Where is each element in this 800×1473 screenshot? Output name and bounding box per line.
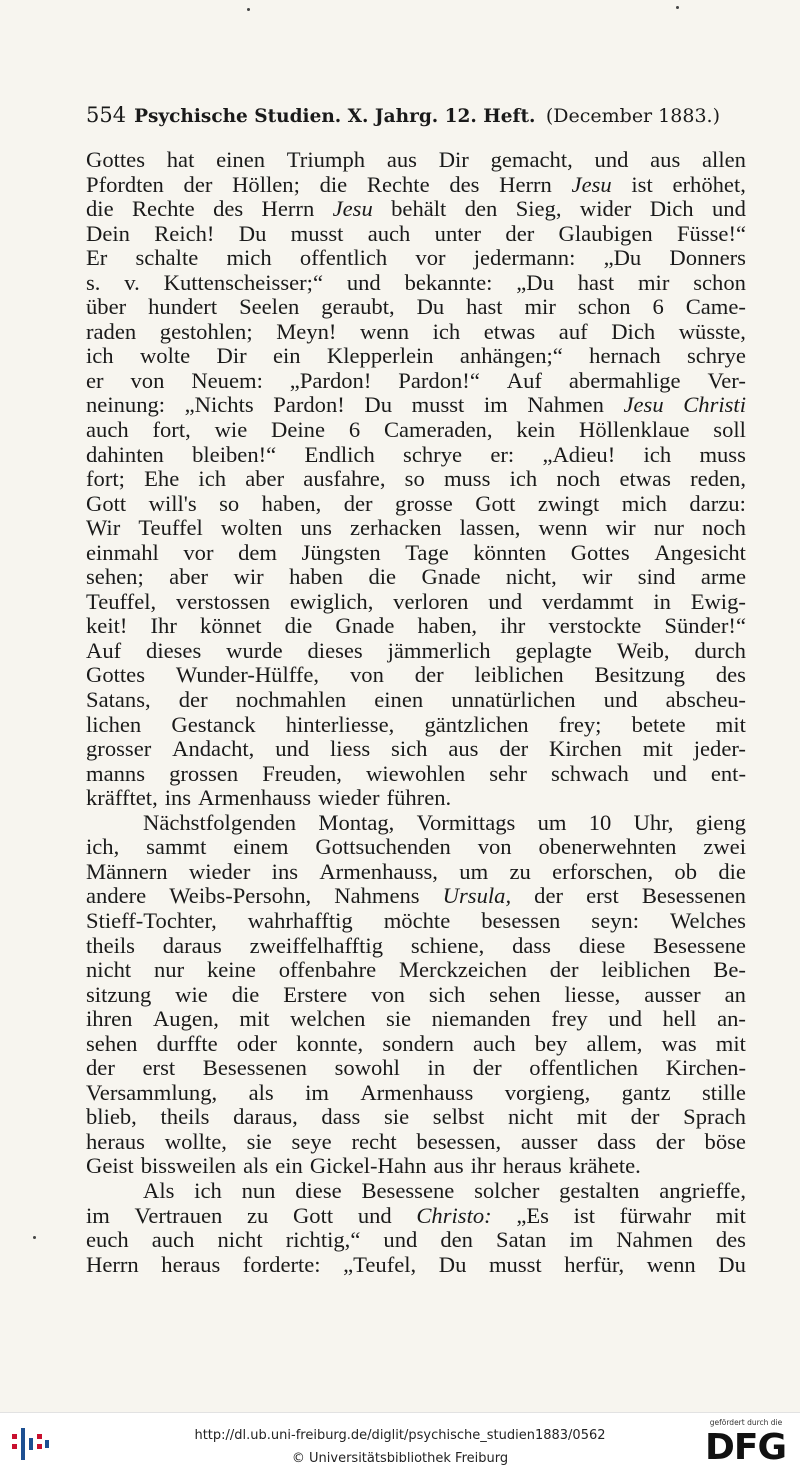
text-line: sehen durffte oder konnte, sondern auch bey allem, was mit bbox=[86, 1030, 746, 1056]
text-line: neinung: „Nichts Pardon! Du musst im Nahmen Jesu Christi bbox=[86, 392, 746, 418]
text-line: andere Weibs-Persohn, Nahmens Ursula, der erst Besessenen bbox=[86, 883, 746, 909]
text-line: auch fort, wie Deine 6 Cameraden, kein Höllenklaue soll bbox=[86, 417, 746, 443]
text-line: s. v. Kuttenscheisser;“ und bekannte: „Du hast mir schon bbox=[86, 269, 746, 295]
issue-date: (December 1883.) bbox=[545, 105, 720, 127]
text-line: Gottes hat einen Triumph aus Dir gemacht, und aus allen bbox=[86, 147, 746, 172]
scan-speck bbox=[247, 8, 250, 11]
text-line: kräfftet, ins Armenhauss wieder führen. bbox=[86, 785, 452, 811]
text-line: sehen; aber wir haben die Gnade nicht, wir sind arme bbox=[86, 564, 746, 590]
permalink-url[interactable]: http://dl.ub.uni-freiburg.de/diglit/psychische_studien1883/0562 bbox=[194, 1428, 606, 1443]
text-line: grosser Andacht, und liess sich aus der Kirchen mit jeder- bbox=[86, 736, 746, 762]
text-line: theils daraus zweiffelhafftig schiene, dass diese Besessene bbox=[86, 932, 746, 958]
text-line: ich, sammt einem Gottsuchenden von obenerwehnten zwei bbox=[86, 834, 746, 860]
text-line: Geist bissweilen als ein Gickel-Hahn aus ihr heraus krähete. bbox=[86, 1153, 641, 1179]
body-text bbox=[86, 148, 746, 1277]
dfg-caption: gefördert durch die bbox=[709, 1418, 783, 1427]
text-line: im Vertrauen zu Gott und Christo: „Es ist fürwahr mit bbox=[86, 1202, 746, 1228]
text-line: Männern wieder ins Armenhauss, um zu erforschen, ob die bbox=[86, 858, 746, 884]
text-line: Herrn heraus forderte: „Teufel, Du musst herfür, wenn Du bbox=[86, 1251, 746, 1277]
text-line: blieb, theils daraus, dass sie selbst nicht mit der Sprach bbox=[86, 1104, 746, 1130]
scan-speck bbox=[33, 1236, 36, 1239]
text-line: Gott will's so haben, der grosse Gott zwingt mich darzu: bbox=[86, 490, 746, 516]
text-line: fort; Ehe ich aber ausfahre, so muss ich noch etwas reden, bbox=[86, 466, 746, 492]
running-header bbox=[86, 103, 720, 127]
text-line: Versammlung, als im Armenhauss vorgieng, gantz stille bbox=[86, 1079, 746, 1105]
text-line: Pfordten der Höllen; die Rechte des Herrn Jesu ist erhöhet, bbox=[86, 171, 746, 197]
text-line: heraus wollte, sie seye recht besessen, ausser dass der böse bbox=[86, 1128, 746, 1154]
text-line: der erst Besessenen sowohl in der offentlichen Kirchen- bbox=[86, 1055, 746, 1081]
dfg-logo-icon: DFG bbox=[705, 1427, 787, 1468]
text-line: Auf dieses wurde dieses jämmerlich geplagte Weib, durch bbox=[86, 637, 746, 663]
text-line: die Rechte des Herrn Jesu behält den Sieg, wider Dich und bbox=[86, 196, 746, 222]
text-line: manns grossen Freuden, wiewohlen sehr schwach und ent- bbox=[86, 760, 746, 786]
text-line: über hundert Seelen geraubt, Du hast mir schon 6 Came- bbox=[86, 294, 746, 320]
text-line: keit! Ihr könnet die Gnade haben, ihr verstockte Sünder!“ bbox=[86, 613, 746, 639]
journal-title: Psychische Studien. X. Jahrg. 12. Heft. bbox=[134, 106, 536, 127]
text-line: Stieff-Tochter, wahrhafftig möchte besessen seyn: Welches bbox=[86, 907, 746, 933]
text-line: Teuffel, verstossen ewiglich, verloren und verdammt in Ewig- bbox=[86, 588, 746, 614]
text-line: Er schalte mich offentlich vor jedermann: „Du Donners bbox=[86, 245, 746, 271]
text-line: lichen Gestanck hinterliesse, gäntzlichen frey; betete mit bbox=[86, 711, 746, 737]
text-line: Gottes Wunder-Hülffe, von der leiblichen Besitzung des bbox=[86, 662, 746, 688]
text-line: ihren Augen, mit welchen sie niemanden frey und hell an- bbox=[86, 1006, 746, 1032]
text-line: Nächstfolgenden Montag, Vormittags um 10 Uhr, gieng bbox=[143, 809, 746, 835]
text-line: Als ich nun diese Besessene solcher gestalten angrieffe, bbox=[143, 1177, 746, 1203]
text-line: euch auch nicht richtig,“ und den Satan im Nahmen des bbox=[86, 1227, 746, 1253]
text-line: einmahl vor dem Jüngsten Tage könnten Gottes Angesicht bbox=[86, 539, 746, 565]
text-line: dahinten bleiben!“ Endlich schrye er: „Adieu! ich muss bbox=[86, 441, 746, 467]
text-line: er von Neuem: „Pardon! Pardon!“ Auf abermahlige Ver- bbox=[86, 367, 746, 393]
text-line: Wir Teuffel wolten uns zerhacken lassen, wenn wir nur noch bbox=[86, 515, 746, 541]
text-line: sitzung wie die Erstere von sich sehen liesse, ausser an bbox=[86, 981, 746, 1007]
text-line: nicht nur keine offenbahre Merckzeichen der leiblichen Be- bbox=[86, 957, 746, 983]
text-line: Dein Reich! Du musst auch unter der Glaubigen Füsse!“ bbox=[86, 220, 746, 246]
text-line: ich wolte Dir ein Klepperlein anhängen;“ hernach schrye bbox=[86, 343, 746, 369]
text-line: raden gestohlen; Meyn! wenn ich etwas auf Dich wüsste, bbox=[86, 318, 746, 344]
scan-speck bbox=[676, 6, 679, 9]
copyright-notice: © Universitätsbibliothek Freiburg bbox=[291, 1451, 509, 1466]
text-line: Satans, der nochmahlen einen unnatürlichen und abscheu- bbox=[86, 687, 746, 713]
page-number: 554 bbox=[86, 103, 127, 127]
